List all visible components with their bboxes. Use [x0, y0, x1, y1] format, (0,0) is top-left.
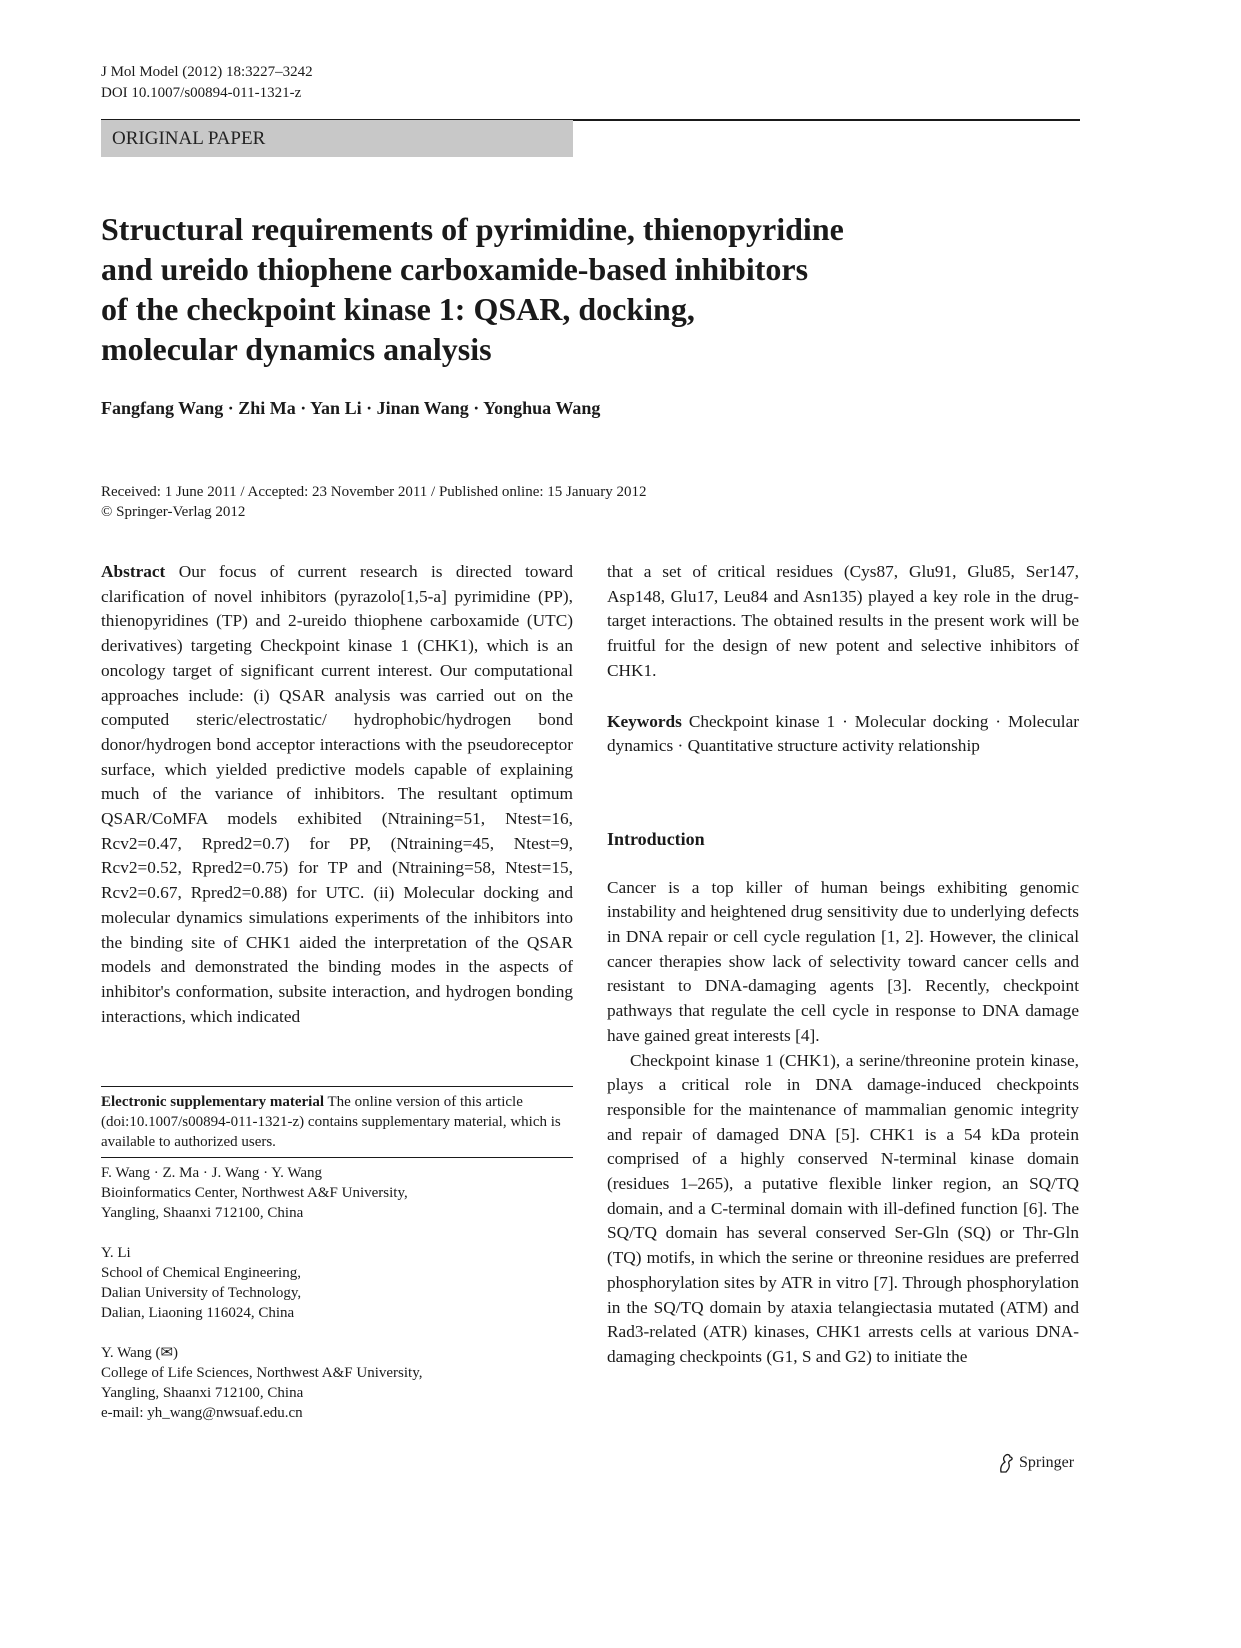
journal-line: J Mol Model (2012) 18:3227–3242 [101, 64, 313, 80]
section-label: ORIGINAL PAPER [101, 120, 573, 157]
esm-text: The online version of this article (doi:10.1007/s00894-011-1321-z) contains supplementary material, which is available to authorized users. [101, 1094, 561, 1150]
affiliations [101, 1157, 573, 1443]
dates-line: Received: 1 June 2011 / Accepted: 23 November 2011 / Published online: 15 January 2012 [101, 484, 647, 500]
affiliation-line: Y. Li [101, 1245, 131, 1261]
publication-dates [101, 482, 646, 522]
abstract-text: Our focus of current research is directed toward clarification of novel inhibitors (pyrazolo[1,5-a] pyrimidine (PP), thienopyridines (TP) and 2-ureido thiophene carboxamide (UTC) derivatives) targeting Checkpoint kinase 1 (CHK1), which is an oncology target of significant current interest. Our computational approaches include: (i) QSAR analysis was carried out on the computed steric/electrostatic/ hydrophobic/hydrogen bond donor/hydrogen bond acceptor interactions with the pseudoreceptor surface, which yielded predictive models capable of explaining much of the variance of inhibitors. The resultant optimum QSAR/CoMFA models exhibited (Ntraining=51, Ntest=16, Rcv2=0.47, Rpred2=0.7) for PP, (Ntraining=45, Ntest=9, Rcv2=0.52, Rpred2=0.75) for TP and (Ntraining=58, Ntest=15, Rcv2=0.67, Rpred2=0.88) for UTC. (ii) Molecular docking and molecular dynamics simulations experiments of the inhibitors into the binding site of CHK1 aided the interpretation of the QSAR models and demonstrated the binding modes in the aspects of inhibitor's conformation, subsite interaction, and hydrogen bonding interactions, which indicated [101, 562, 573, 1026]
journal-citation [101, 62, 313, 104]
abstract-label: Abstract [101, 562, 166, 581]
doi-line: DOI 10.1007/s00894-011-1321-z [101, 85, 302, 101]
author-list: Fangfang Wang · Zhi Ma · Yan Li · Jinan Wang · Yonghua Wang [101, 398, 601, 418]
affiliation-block [101, 1243, 573, 1323]
title-line: molecular dynamics analysis [101, 331, 492, 367]
affiliation-block [101, 1163, 573, 1223]
keywords-paragraph [607, 710, 1079, 759]
abstract-continuation: that a set of critical residues (Cys87, Glu91, Glu85, Ser147, Asp148, Glu17, Leu84 and Asn135) played a key role in the drug-target interactions. The obtained results in the present work will be fruitful for the design of new potent and selective inhibitors of CHK1. [607, 562, 1079, 680]
title-line: and ureido thiophene carboxamide-based inhibitors [101, 251, 809, 287]
right-column [607, 560, 1079, 1370]
introduction-heading: Introduction [607, 828, 705, 849]
copyright-line: © Springer-Verlag 2012 [101, 504, 246, 520]
affiliation-line: Bioinformatics Center, Northwest A&F University, [101, 1185, 408, 1201]
affiliation-line: Yangling, Shaanxi 712100, China [101, 1205, 304, 1221]
affiliation-line: College of Life Sciences, Northwest A&F University, [101, 1365, 423, 1381]
affiliation-line: Dalian University of Technology, [101, 1285, 302, 1301]
affiliation-block [101, 1343, 573, 1423]
publisher-name: Springer [1019, 1454, 1075, 1471]
supplementary-note [101, 1086, 573, 1152]
paper-title [101, 209, 1001, 369]
title-line: Structural requirements of pyrimidine, thienopyridine [101, 211, 844, 247]
affiliation-line: School of Chemical Engineering, [101, 1265, 301, 1281]
springer-horse-icon [997, 1452, 1015, 1474]
introduction-paragraph-2: Checkpoint kinase 1 (CHK1), a serine/threonine protein kinase, plays a critical role in DNA damage-induced checkpoints responsible for the maintenance of mammalian genomic integrity and repair of damaged DNA [5]. CHK1 is a 54 kDa protein comprised of a highly conserved N-terminal kinase domain (residues 1–265), a putative flexible linker region, an SQ/TQ domain, and a C-terminal domain with ill-defined function [6]. The SQ/TQ domain has several conserved Ser-Gln (SQ) or Thr-Gln (TQ) motifs, in which the serine or threonine residues are preferred phosphorylation sites by ATR in vitro [7]. Through phosphorylation in the SQ/TQ domain by ataxia telangiectasia mutated (ATM) and Rad3-related (ATR) kinases, CHK1 arrests cells at various DNA-damaging checkpoints (G1, S and G2) to initiate the [607, 1050, 1079, 1366]
affiliation-line: e-mail: yh_wang@nwsuaf.edu.cn [101, 1405, 303, 1421]
abstract-column [101, 560, 573, 1029]
affiliation-line: Y. Wang (✉) [101, 1345, 179, 1361]
affiliation-line: Dalian, Liaoning 116024, China [101, 1305, 295, 1321]
abstract-paragraph [101, 560, 573, 1029]
affiliation-line: F. Wang · Z. Ma · J. Wang · Y. Wang [101, 1165, 322, 1181]
esm-label: Electronic supplementary material [101, 1094, 325, 1110]
publisher-logo [997, 1452, 1074, 1474]
keywords-text: Checkpoint kinase 1 · Molecular docking · Molecular dynamics · Quantitative structure activity relationship [607, 711, 1079, 756]
introduction-paragraph-1: Cancer is a top killer of human beings exhibiting genomic instability and heightened drug sensitivity due to underlying defects in DNA repair or cell cycle regulation [1, 2]. However, the clinical cancer therapies show lack of selectivity toward cancer cells and resistant to DNA-damaging agents [3]. Recently, checkpoint pathways that regulate the cell cycle in response to DNA damage have gained great interests [4]. [607, 877, 1079, 1045]
title-line: of the checkpoint kinase 1: QSAR, docking, [101, 291, 695, 327]
keywords-label: Keywords [607, 711, 682, 731]
affiliation-line: Yangling, Shaanxi 712100, China [101, 1385, 304, 1401]
